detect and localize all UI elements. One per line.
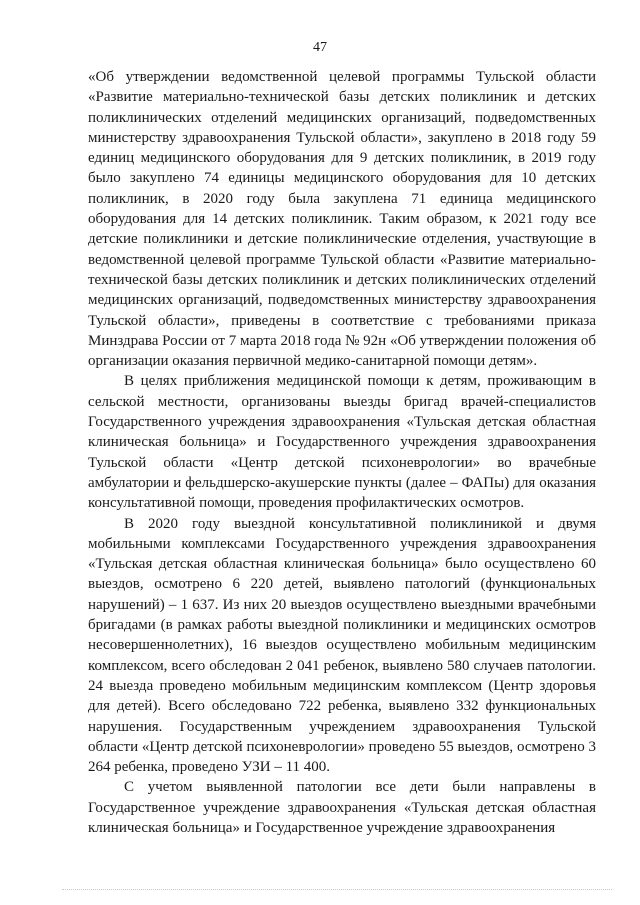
document-body <box>88 67 596 838</box>
page-number: 47 <box>313 40 327 55</box>
paragraph-2: В целях приближения медицинской помощи к детям, проживающим в сельской местности, организованы выезды бригад врачей-специалистов Государственного учреждения здравоохранения «Тульская детская областная клиническая больница» и Государственного учреждения здравоохранения Тульской области «Центр детской психоневрологии» во врачебные амбулатории и фельдшерско-акушерские пункты (далее – ФАПы) для оказания консультативной помощи, проведения профилактических осмотров. <box>88 373 596 512</box>
paragraph-1: «Об утверждении ведомственной целевой программы Тульской области «Развитие материально-технической базы детских поликлиник и детских поликлинических отделений медицинских организаций, подведомственных министерству здравоохранения Тульской области», закуплено в 2018 году 59 единиц медицинского оборудования для 9 детских поликлиник, в 2019 году было закуплено 74 единицы медицинского оборудования для 10 детских поликлиник, в 2020 году была закуплена 71 единица медицинского оборудования для 14 детских поликлиник. Таким образом, к 2021 году все детские поликлиники и детские поликлинические отделения, участвующие в ведомственной целевой программе Тульской области «Развитие материально-технической базы детских поликлиник и детских поликлинических отделений медицинских организаций, подведомственных министерству здравоохранения Тульской области», приведены в соответствие с требованиями приказа Минздрава России от 7 марта 2018 года № 92н «Об утверждении положения об организации оказания первичной медико-санитарной помощи детям». <box>88 69 596 370</box>
paragraph-3: В 2020 году выездной консультативной поликлиникой и двумя мобильными комплексами Государственного учреждения здравоохранения «Тульская детская областная клиническая больница» было осуществлено 60 выездов, осмотрено 6 220 детей, выявлено патологий (функциональных нарушений) – 1 637. Из них 20 выездов осуществлено выездными врачебными бригадами (в рамках работы выездной поликлиники и медицинских осмотров несовершеннолетних), 16 выездов осуществлено мобильным медицинским комплексом, всего обследован 2 041 ребенок, выявлено 580 случаев патологии. 24 выезда проведено мобильным медицинским комплексом (Центр здоровья для детей). Всего обследовано 722 ребенка, выявлено 332 функциональных нарушения. Государственным учреждением здравоохранения Тульской области «Центр детской психоневрологии» проведено 55 выездов, осмотрено 3 264 ребенка, проведено УЗИ – 11 400. <box>88 515 596 776</box>
paragraph-4: С учетом выявленной патологии все дети были направлены в Государственное учреждение здравоохранения «Тульская детская областная клиническая больница» и Государственное учреждение здравоохранения <box>88 779 596 836</box>
scan-footer-artifact <box>62 889 612 890</box>
